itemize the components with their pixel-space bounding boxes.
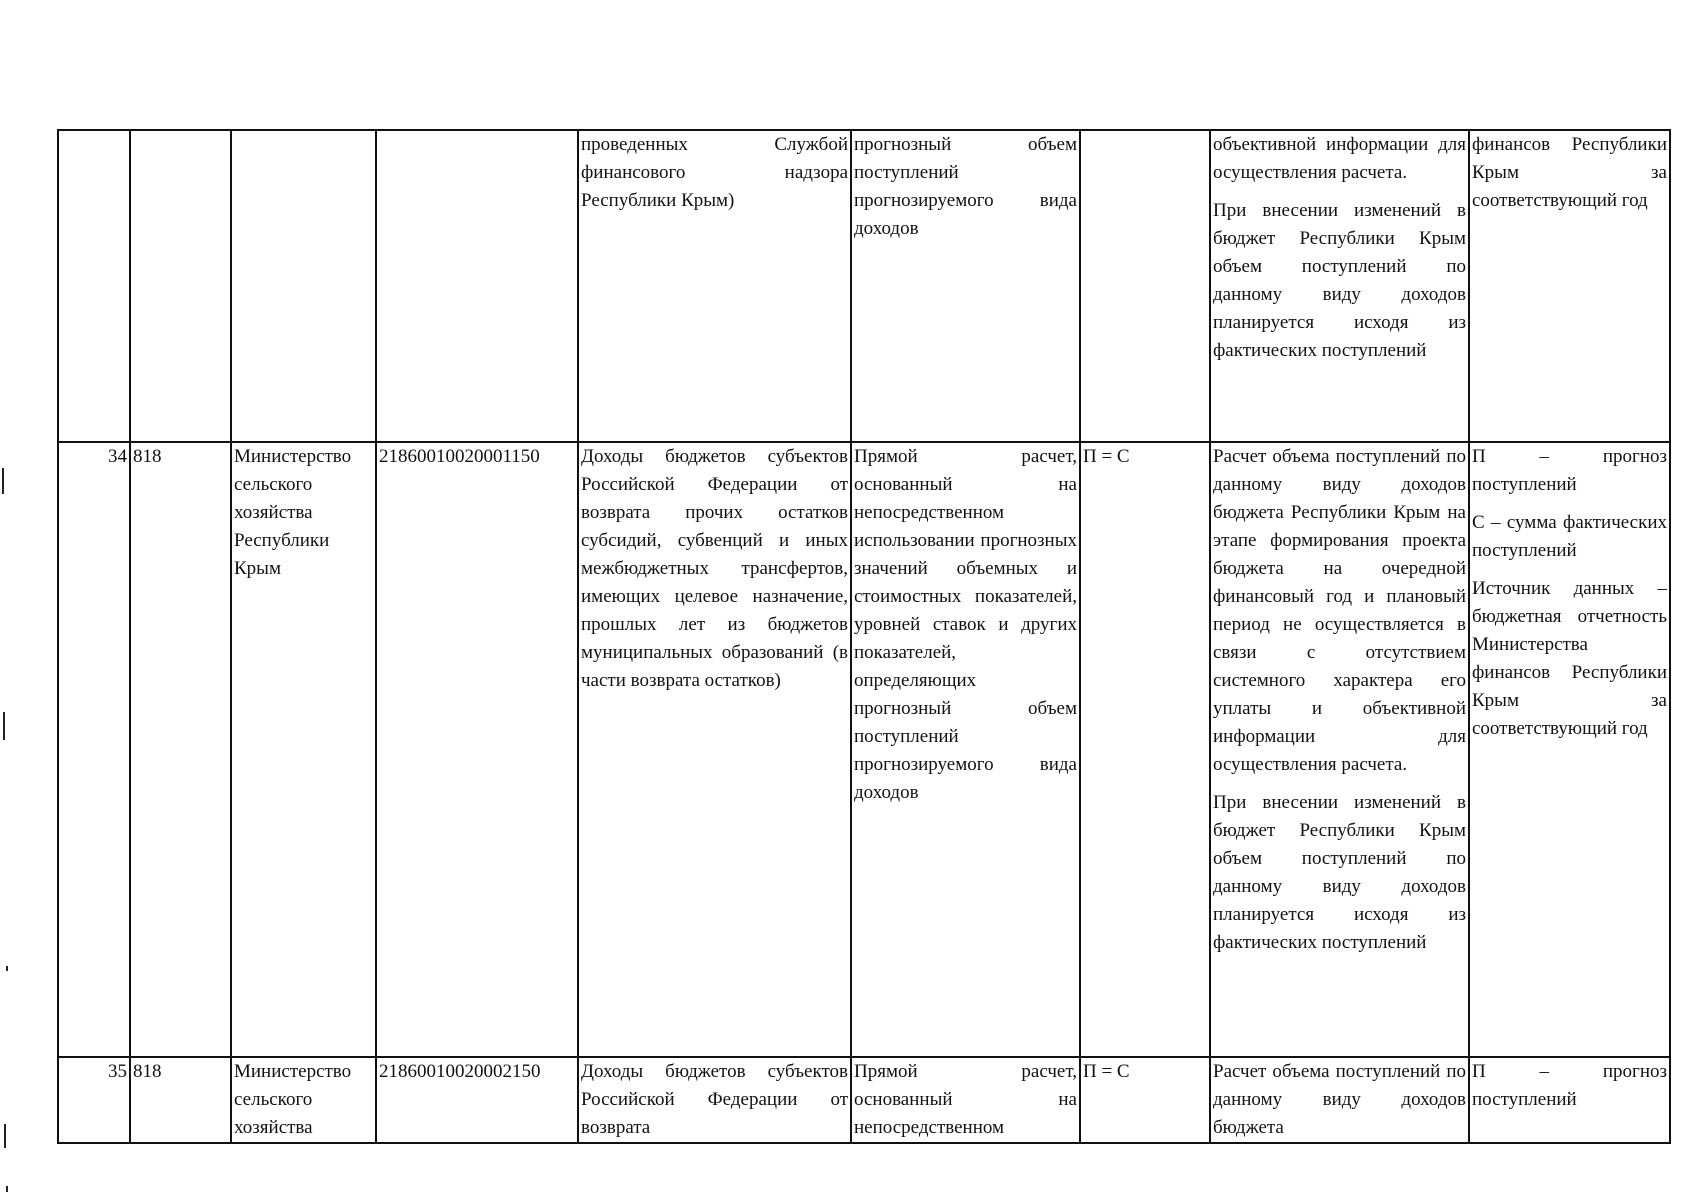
revenue-name-cell: проведенных Службой финансового надзора Республики Крым) bbox=[578, 130, 851, 442]
admin-code-cell: 818 bbox=[130, 1057, 231, 1143]
indicator-paragraph: финансов Республики Крым за соответствующий год bbox=[1472, 134, 1667, 211]
admin-code-cell bbox=[130, 130, 231, 442]
algorithm-paragraph: Расчет объема поступлений по данному виду доходов бюджета bbox=[1213, 1061, 1466, 1138]
indicators-cell bbox=[1469, 1057, 1670, 1143]
revenue-name-cell: Доходы бюджетов субъектов Российской Федерации от возврата bbox=[578, 1057, 851, 1143]
indicator-paragraph: П – прогноз поступлений bbox=[1472, 446, 1667, 495]
calculation-method-cell: Прямой расчет, основанный на непосредственном использовании прогнозных значений объемных и стоимостных показателей, уровней ставок и других показателей, определяющих прогнозный объем поступлений прогнозируемого вида доходов bbox=[851, 442, 1080, 1057]
table-row bbox=[58, 442, 1670, 1057]
administrator-cell: Министерство сельского хозяйства bbox=[231, 1057, 376, 1143]
algorithm-paragraph: При внесении изменений в бюджет Республики Крым объем поступлений по данному виду доходов планируется исходя из фактических поступлений bbox=[1213, 792, 1466, 953]
scan-artifact bbox=[6, 966, 8, 971]
indicators-cell bbox=[1469, 130, 1670, 442]
indicators-cell bbox=[1469, 442, 1670, 1057]
calculation-method-cell: Прямой расчет, основанный на непосредственном bbox=[851, 1057, 1080, 1143]
table-row bbox=[58, 130, 1670, 442]
kbk-cell bbox=[376, 130, 578, 442]
row-number-cell: 34 bbox=[58, 442, 130, 1057]
indicator-paragraph: Источник данных – бюджетная отчетность Министерства финансов Республики Крым за соответствующий год bbox=[1472, 578, 1667, 739]
kbk-cell: 21860010020002150 bbox=[376, 1057, 578, 1143]
scan-artifact bbox=[3, 712, 5, 740]
admin-code-cell: 818 bbox=[130, 442, 231, 1057]
algorithm-paragraph: объективной информации для осуществления расчета. bbox=[1213, 134, 1466, 183]
algorithm-cell bbox=[1210, 442, 1469, 1057]
formula-cell bbox=[1080, 130, 1210, 442]
row-number-cell bbox=[58, 130, 130, 442]
formula-cell: П = С bbox=[1080, 1057, 1210, 1143]
calculation-method-cell: прогнозный объем поступлений прогнозируемого вида доходов bbox=[851, 130, 1080, 442]
row-number-cell: 35 bbox=[58, 1057, 130, 1143]
scan-artifact bbox=[2, 468, 4, 494]
indicator-paragraph: С – сумма фактических поступлений bbox=[1472, 512, 1667, 561]
scan-artifact bbox=[6, 1186, 8, 1192]
algorithm-paragraph: Расчет объема поступлений по данному виду доходов бюджета Республики Крым на этапе формирования проекта бюджета на очередной финансовый год и плановый период не осуществляется в связи с отсутствием системного характера его уплаты и объективной информации для осуществления расчета. bbox=[1213, 446, 1466, 775]
formula-cell: П = С bbox=[1080, 442, 1210, 1057]
administrator-cell: Министерство сельского хозяйства Республики Крым bbox=[231, 442, 376, 1057]
revenue-name-cell: Доходы бюджетов субъектов Российской Федерации от возврата прочих остатков субсидий, субвенций и иных межбюджетных трансфертов, имеющих целевое назначение, прошлых лет из бюджетов муниципальных образований (в части возврата остатков) bbox=[578, 442, 851, 1057]
table-row bbox=[58, 1057, 1670, 1143]
scan-artifact bbox=[4, 1124, 6, 1148]
algorithm-cell bbox=[1210, 130, 1469, 442]
administrator-cell bbox=[231, 130, 376, 442]
revenue-forecast-table bbox=[57, 129, 1671, 1144]
algorithm-cell bbox=[1210, 1057, 1469, 1143]
indicator-paragraph: П – прогноз поступлений bbox=[1472, 1061, 1667, 1110]
kbk-cell: 21860010020001150 bbox=[376, 442, 578, 1057]
algorithm-paragraph: При внесении изменений в бюджет Республики Крым объем поступлений по данному виду доходов планируется исходя из фактических поступлений bbox=[1213, 200, 1466, 361]
